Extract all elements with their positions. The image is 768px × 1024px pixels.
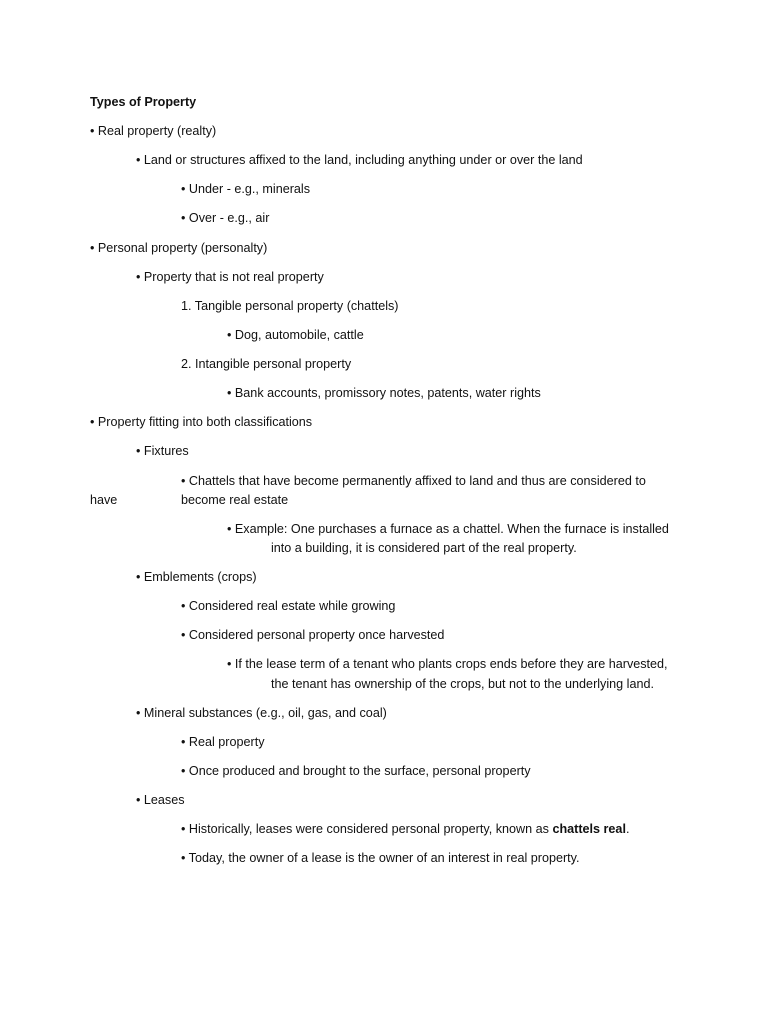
list-item: • Leases (136, 793, 185, 807)
list-item-continuation: become real estate (181, 493, 289, 507)
list-item: • Real property (181, 735, 265, 749)
list-item-continuation: have (90, 493, 118, 507)
list-item: • Once produced and brought to the surface, personal property (181, 764, 531, 778)
list-item: • Dog, automobile, cattle (227, 328, 364, 342)
list-item: • Today, the owner of a lease is the owner of an interest in real property. (181, 851, 580, 865)
list-item: • Fixtures (136, 444, 189, 458)
list-item: • Real property (realty) (90, 124, 217, 138)
list-item: • Personal property (personalty) (90, 241, 268, 255)
list-item: • Considered real estate while growing (181, 599, 396, 613)
list-item: • If the lease term of a tenant who plants crops ends before they are harvested, (227, 657, 668, 671)
list-item: • Property that is not real property (136, 270, 324, 284)
list-item-text: . (625, 822, 630, 836)
list-item: 1. Tangible personal property (chattels) (181, 299, 399, 313)
list-item: • Chattels that have become permanently affixed to land and thus are considered to (181, 474, 646, 488)
list-item-text: • Historically, leases were considered personal property, known as (181, 822, 553, 836)
list-item: • Mineral substances (e.g., oil, gas, and coal) (136, 706, 387, 720)
list-item: • Land or structures affixed to the land, including anything under or over the land (136, 153, 583, 167)
list-item-continuation: the tenant has ownership of the crops, but not to the underlying land. (271, 677, 654, 691)
list-item (181, 821, 629, 837)
list-item: • Under - e.g., minerals (181, 182, 310, 196)
list-item: • Emblements (crops) (136, 570, 257, 584)
list-item: • Over - e.g., air (181, 211, 270, 225)
list-item: • Bank accounts, promissory notes, patents, water rights (227, 386, 541, 400)
emphasis-term: chattels real (552, 822, 626, 836)
document-title: Types of Property (90, 95, 197, 109)
list-item: 2. Intangible personal property (181, 357, 352, 371)
list-item: • Property fitting into both classifications (90, 415, 313, 429)
list-item-continuation: into a building, it is considered part of the real property. (271, 541, 577, 555)
list-item: • Example: One purchases a furnace as a chattel. When the furnace is installed (227, 522, 669, 536)
list-item: • Considered personal property once harvested (181, 628, 445, 642)
